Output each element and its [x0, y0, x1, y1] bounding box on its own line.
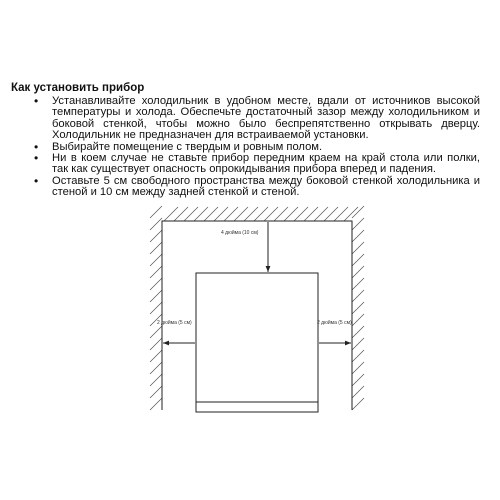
bullet-icon: • [34, 94, 39, 108]
hatch-mark [150, 278, 162, 290]
hatch-mark [352, 290, 364, 302]
hatch-mark [150, 218, 162, 230]
hatch-mark [352, 386, 364, 398]
hatch-mark [352, 218, 364, 230]
bullet-icon: • [34, 139, 39, 154]
left-clearance-label: 2 дюйма (5 см) [157, 320, 192, 326]
wall-hatching-right [352, 206, 364, 410]
list-item-text: Оставьте 5 см свободного пространства между боковой стенкой холодильника и стеной и 10 см между задней стенкой и стеной. [52, 174, 480, 199]
hatch-mark [150, 242, 162, 254]
hatch-mark [150, 350, 162, 362]
hatch-mark [352, 338, 364, 350]
hatch-mark [352, 362, 364, 374]
hatch-mark [352, 314, 364, 326]
wall-hatching-top [164, 207, 358, 221]
hatch-mark [352, 326, 364, 338]
hatch-mark [352, 398, 364, 410]
hatch-mark [352, 350, 364, 362]
hatch-mark [150, 386, 162, 398]
refrigerator-body [196, 273, 318, 412]
bullet-icon: • [34, 151, 39, 166]
hatch-mark [352, 206, 364, 218]
hatch-mark [150, 206, 162, 218]
bullet-icon: • [34, 173, 39, 188]
hatch-mark [352, 278, 364, 290]
list-item-text: Выбирайте помещение с твердым и ровным полом. [52, 140, 323, 153]
section-heading: Как установить прибор [11, 82, 145, 94]
wall-hatching-left [150, 206, 162, 410]
wall-outline [162, 221, 352, 410]
hatch-mark [150, 302, 162, 314]
list-item-text: Ни в коем случае не ставьте прибор передним краем на край стола или полки, так как существует опасность опрокидывания прибора вперед и падения. [52, 152, 480, 176]
hatch-mark [150, 290, 162, 302]
hatch-mark [150, 362, 162, 374]
hatch-mark [150, 398, 162, 410]
top-clearance-label: 4 дюйма (10 см) [221, 230, 259, 236]
hatch-mark [352, 374, 364, 386]
hatch-mark [352, 266, 364, 278]
hatch-mark [352, 302, 364, 314]
hatch-mark [150, 254, 162, 266]
hatch-mark [150, 266, 162, 278]
hatch-mark [352, 254, 364, 266]
hatch-mark [352, 230, 364, 242]
hatch-mark [150, 338, 162, 350]
list-item-text: Устанавливайте холодильник в удобном месте, вдали от источников высокой температуры и холода. Обеспечьте достаточный зазор между холодильником и боковой стенкой, чтобы можно было беспрепятственно открывать дверцу. Холодильник не предназначен для встраиваемой установки. [52, 95, 480, 142]
hatch-mark [150, 230, 162, 242]
hatch-mark [150, 326, 162, 338]
right-clearance-label: 2 дюйма (5 см) [317, 320, 352, 326]
hatch-mark [352, 242, 364, 254]
hatch-mark [150, 374, 162, 386]
